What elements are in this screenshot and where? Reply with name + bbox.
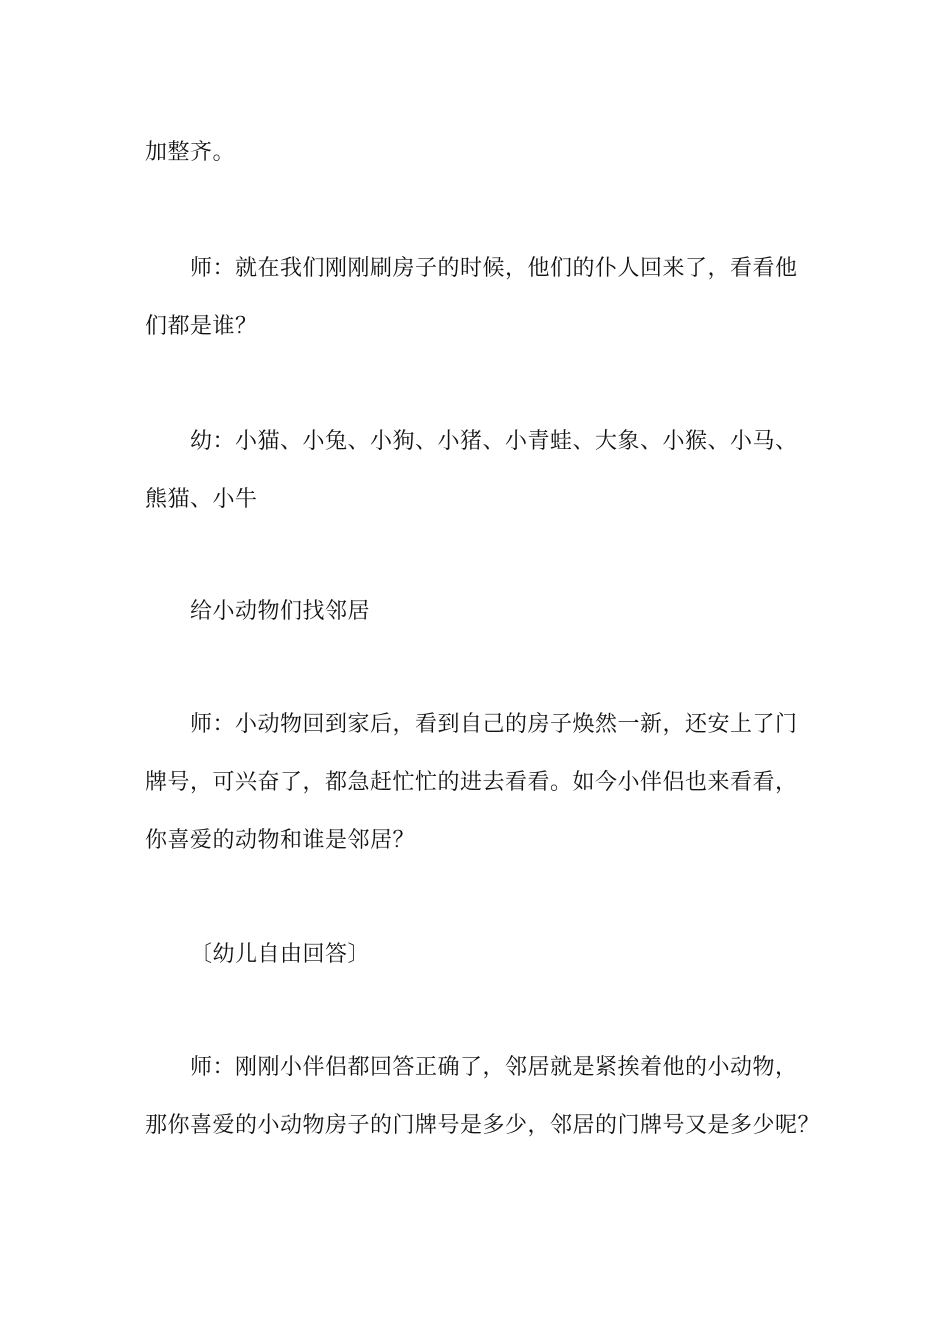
teacher-dialogue-1-line-1: 师：就在我们刚刚刷房子的时候，他们的仆人回来了，看看他 xyxy=(190,256,798,281)
teacher-dialogue-2-line-1: 师：小动物回到家后，看到自己的房子焕然一新，还安上了门 xyxy=(190,712,798,737)
teacher-dialogue-3-line-2: 那你喜爱的小动物房子的门牌号是多少，邻居的门牌号又是多少呢？ xyxy=(145,1113,821,1138)
teacher-dialogue-2-line-3: 你喜爱的动物和谁是邻居？ xyxy=(145,828,416,853)
paragraph-continuation-line: 加整齐。 xyxy=(145,140,236,165)
teacher-dialogue-1-line-2: 们都是谁？ xyxy=(145,314,258,339)
teacher-dialogue-3-line-1: 师：刚刚小伴侣都回答正确了，邻居就是紧挨着他的小动物， xyxy=(190,1055,798,1080)
section-heading: 给小动物们找邻居 xyxy=(190,599,371,624)
child-response-line-1: 幼：小猫、小兔、小狗、小猪、小青蛙、大象、小猴、小马、 xyxy=(190,429,798,454)
child-free-answer-note: 〔幼儿自由回答〕 xyxy=(190,942,371,967)
child-response-line-2: 熊猫、小牛 xyxy=(145,487,258,512)
teacher-dialogue-2-line-2: 牌号，可兴奋了，都急赶忙忙的进去看看。如今小伴侣也来看看， xyxy=(145,770,798,795)
